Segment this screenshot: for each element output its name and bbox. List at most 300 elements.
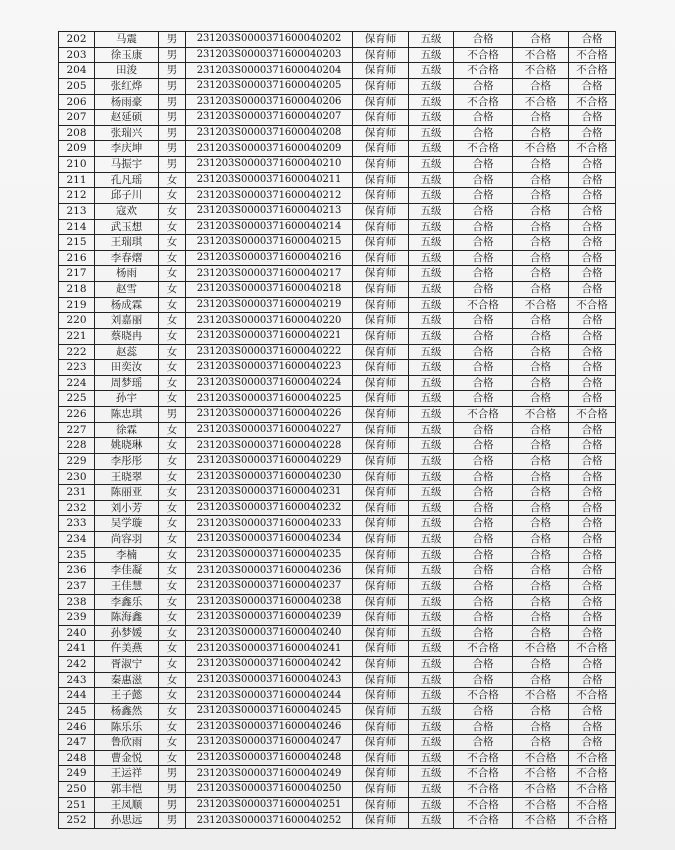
table-row [59, 532, 616, 548]
cell-certificate-number: 231203S0000371600040215 [186, 235, 353, 251]
cell-result-1: 合格 [454, 516, 513, 532]
cell-result-1: 合格 [454, 719, 513, 735]
cell-name: 邱子川 [95, 188, 159, 204]
cell-serial-number: 217 [59, 266, 95, 282]
table-row [59, 625, 616, 641]
cell-result-3: 合格 [569, 563, 616, 579]
cell-name: 尚容羽 [95, 532, 159, 548]
cell-result-3: 不合格 [569, 141, 616, 157]
cell-level: 五级 [409, 672, 454, 688]
cell-result-3: 合格 [569, 516, 616, 532]
cell-result-2: 合格 [513, 32, 569, 48]
cell-gender: 女 [159, 282, 186, 298]
cell-name: 周梦瑶 [95, 375, 159, 391]
cell-certificate-number: 231203S0000371600040240 [186, 625, 353, 641]
cell-gender: 男 [159, 813, 186, 829]
cell-level: 五级 [409, 188, 454, 204]
cell-certificate-number: 231203S0000371600040204 [186, 63, 353, 79]
cell-result-1: 合格 [454, 344, 513, 360]
cell-occupation: 保育师 [353, 391, 409, 407]
table-row [59, 47, 616, 63]
cell-occupation: 保育师 [353, 594, 409, 610]
cell-result-2: 不合格 [513, 688, 569, 704]
cell-certificate-number: 231203S0000371600040245 [186, 703, 353, 719]
cell-result-2: 合格 [513, 438, 569, 454]
cell-gender: 男 [159, 766, 186, 782]
cell-result-2: 合格 [513, 328, 569, 344]
cell-name: 王佳慧 [95, 578, 159, 594]
cell-result-1: 合格 [454, 78, 513, 94]
cell-result-1: 合格 [454, 266, 513, 282]
cell-result-2: 合格 [513, 125, 569, 141]
cell-certificate-number: 231203S0000371600040213 [186, 203, 353, 219]
cell-gender: 女 [159, 344, 186, 360]
table-row [59, 172, 616, 188]
cell-occupation: 保育师 [353, 641, 409, 657]
cell-result-3: 合格 [569, 500, 616, 516]
cell-serial-number: 208 [59, 125, 95, 141]
cell-occupation: 保育师 [353, 469, 409, 485]
cell-certificate-number: 231203S0000371600040207 [186, 110, 353, 126]
cell-name: 仵美燕 [95, 641, 159, 657]
cell-result-1: 合格 [454, 703, 513, 719]
cell-occupation: 保育师 [353, 782, 409, 798]
cell-gender: 男 [159, 32, 186, 48]
cell-result-1: 合格 [454, 235, 513, 251]
cell-name: 田奕汝 [95, 360, 159, 376]
cell-gender: 女 [159, 203, 186, 219]
cell-serial-number: 204 [59, 63, 95, 79]
cell-serial-number: 232 [59, 500, 95, 516]
cell-serial-number: 230 [59, 469, 95, 485]
table-row [59, 438, 616, 454]
cell-level: 五级 [409, 453, 454, 469]
table-row [59, 735, 616, 751]
cell-gender: 女 [159, 453, 186, 469]
cell-result-3: 不合格 [569, 63, 616, 79]
cell-occupation: 保育师 [353, 32, 409, 48]
cell-occupation: 保育师 [353, 750, 409, 766]
table-row [59, 266, 616, 282]
cell-result-2: 合格 [513, 500, 569, 516]
cell-result-2: 合格 [513, 172, 569, 188]
cell-gender: 男 [159, 125, 186, 141]
cell-certificate-number: 231203S0000371600040233 [186, 516, 353, 532]
cell-level: 五级 [409, 625, 454, 641]
cell-result-1: 合格 [454, 453, 513, 469]
cell-level: 五级 [409, 657, 454, 673]
cell-name: 姚晓琳 [95, 438, 159, 454]
cell-certificate-number: 231203S0000371600040216 [186, 250, 353, 266]
cell-name: 胥淑宁 [95, 657, 159, 673]
cell-gender: 女 [159, 360, 186, 376]
cell-occupation: 保育师 [353, 719, 409, 735]
cell-occupation: 保育师 [353, 188, 409, 204]
cell-name: 王运祥 [95, 766, 159, 782]
cell-name: 李楠 [95, 547, 159, 563]
cell-occupation: 保育师 [353, 360, 409, 376]
cell-gender: 女 [159, 735, 186, 751]
cell-result-2: 合格 [513, 235, 569, 251]
cell-certificate-number: 231203S0000371600040206 [186, 94, 353, 110]
cell-level: 五级 [409, 110, 454, 126]
cell-result-2: 合格 [513, 703, 569, 719]
cell-name: 王晓翠 [95, 469, 159, 485]
cell-occupation: 保育师 [353, 516, 409, 532]
cell-name: 杨雨豪 [95, 94, 159, 110]
cell-result-1: 不合格 [454, 813, 513, 829]
cell-occupation: 保育师 [353, 547, 409, 563]
cell-level: 五级 [409, 703, 454, 719]
table-row [59, 328, 616, 344]
cell-gender: 女 [159, 297, 186, 313]
cell-serial-number: 238 [59, 594, 95, 610]
cell-certificate-number: 231203S0000371600040243 [186, 672, 353, 688]
cell-name: 孙宇 [95, 391, 159, 407]
cell-occupation: 保育师 [353, 532, 409, 548]
cell-result-2: 合格 [513, 469, 569, 485]
cell-occupation: 保育师 [353, 94, 409, 110]
table-row [59, 578, 616, 594]
cell-result-1: 合格 [454, 219, 513, 235]
table-row [59, 78, 616, 94]
cell-result-1: 合格 [454, 625, 513, 641]
cell-occupation: 保育师 [353, 578, 409, 594]
cell-result-2: 合格 [513, 485, 569, 501]
cell-result-1: 不合格 [454, 766, 513, 782]
cell-certificate-number: 231203S0000371600040221 [186, 328, 353, 344]
table-row [59, 203, 616, 219]
cell-gender: 女 [159, 610, 186, 626]
cell-occupation: 保育师 [353, 500, 409, 516]
cell-result-3: 合格 [569, 453, 616, 469]
cell-certificate-number: 231203S0000371600040239 [186, 610, 353, 626]
cell-name: 鲁欣雨 [95, 735, 159, 751]
cell-gender: 女 [159, 532, 186, 548]
cell-level: 五级 [409, 219, 454, 235]
cell-result-1: 合格 [454, 594, 513, 610]
cell-result-3: 合格 [569, 422, 616, 438]
cell-level: 五级 [409, 78, 454, 94]
table-row [59, 157, 616, 173]
cell-result-3: 不合格 [569, 766, 616, 782]
cell-result-2: 合格 [513, 203, 569, 219]
table-row [59, 797, 616, 813]
cell-result-3: 合格 [569, 110, 616, 126]
cell-gender: 女 [159, 641, 186, 657]
cell-serial-number: 237 [59, 578, 95, 594]
cell-name: 陈丽亚 [95, 485, 159, 501]
cell-result-2: 合格 [513, 735, 569, 751]
cell-result-1: 合格 [454, 422, 513, 438]
cell-result-3: 合格 [569, 532, 616, 548]
cell-result-3: 合格 [569, 203, 616, 219]
cell-result-3: 合格 [569, 219, 616, 235]
table-row [59, 63, 616, 79]
cell-gender: 女 [159, 703, 186, 719]
cell-occupation: 保育师 [353, 375, 409, 391]
cell-result-2: 不合格 [513, 813, 569, 829]
cell-result-2: 不合格 [513, 766, 569, 782]
cell-result-2: 合格 [513, 375, 569, 391]
cell-level: 五级 [409, 782, 454, 798]
cell-result-3: 合格 [569, 672, 616, 688]
cell-level: 五级 [409, 500, 454, 516]
cell-certificate-number: 231203S0000371600040248 [186, 750, 353, 766]
cell-level: 五级 [409, 344, 454, 360]
cell-name: 王子懿 [95, 688, 159, 704]
cell-name: 徐霖 [95, 422, 159, 438]
cell-result-3: 合格 [569, 78, 616, 94]
table-row [59, 469, 616, 485]
cell-level: 五级 [409, 813, 454, 829]
cell-certificate-number: 231203S0000371600040238 [186, 594, 353, 610]
cell-certificate-number: 231203S0000371600040217 [186, 266, 353, 282]
cell-name: 武玉想 [95, 219, 159, 235]
cell-gender: 男 [159, 157, 186, 173]
cell-level: 五级 [409, 235, 454, 251]
cell-result-1: 不合格 [454, 94, 513, 110]
cell-certificate-number: 231203S0000371600040219 [186, 297, 353, 313]
cell-result-2: 合格 [513, 282, 569, 298]
cell-occupation: 保育师 [353, 672, 409, 688]
cell-certificate-number: 231203S0000371600040205 [186, 78, 353, 94]
cell-result-1: 合格 [454, 735, 513, 751]
cell-certificate-number: 231203S0000371600040232 [186, 500, 353, 516]
cell-gender: 女 [159, 250, 186, 266]
cell-occupation: 保育师 [353, 141, 409, 157]
cell-result-3: 合格 [569, 703, 616, 719]
cell-occupation: 保育师 [353, 422, 409, 438]
cell-result-3: 合格 [569, 360, 616, 376]
cell-gender: 女 [159, 235, 186, 251]
cell-certificate-number: 231203S0000371600040251 [186, 797, 353, 813]
cell-result-1: 合格 [454, 125, 513, 141]
table-row [59, 391, 616, 407]
cell-certificate-number: 231203S0000371600040208 [186, 125, 353, 141]
cell-result-2: 合格 [513, 547, 569, 563]
cell-result-2: 合格 [513, 78, 569, 94]
cell-serial-number: 203 [59, 47, 95, 63]
cell-certificate-number: 231203S0000371600040210 [186, 157, 353, 173]
cell-certificate-number: 231203S0000371600040211 [186, 172, 353, 188]
table-row [59, 422, 616, 438]
cell-result-3: 不合格 [569, 47, 616, 63]
cell-result-2: 不合格 [513, 297, 569, 313]
cell-occupation: 保育师 [353, 235, 409, 251]
cell-level: 五级 [409, 485, 454, 501]
cell-result-2: 合格 [513, 625, 569, 641]
cell-gender: 女 [159, 750, 186, 766]
cell-name: 曹金悦 [95, 750, 159, 766]
cell-occupation: 保育师 [353, 47, 409, 63]
cell-certificate-number: 231203S0000371600040250 [186, 782, 353, 798]
cell-gender: 女 [159, 657, 186, 673]
cell-gender: 女 [159, 672, 186, 688]
cell-occupation: 保育师 [353, 438, 409, 454]
cell-name: 赵蕊 [95, 344, 159, 360]
cell-level: 五级 [409, 266, 454, 282]
cell-result-3: 不合格 [569, 94, 616, 110]
cell-name: 赵雪 [95, 282, 159, 298]
cell-result-2: 合格 [513, 516, 569, 532]
cell-level: 五级 [409, 94, 454, 110]
cell-result-1: 合格 [454, 438, 513, 454]
cell-serial-number: 245 [59, 703, 95, 719]
cell-gender: 女 [159, 422, 186, 438]
table-row [59, 250, 616, 266]
cell-name: 李鑫乐 [95, 594, 159, 610]
cell-result-2: 合格 [513, 422, 569, 438]
cell-result-1: 不合格 [454, 797, 513, 813]
table-row [59, 407, 616, 423]
cell-result-3: 合格 [569, 157, 616, 173]
cell-level: 五级 [409, 766, 454, 782]
table-row [59, 453, 616, 469]
cell-name: 王瑞琪 [95, 235, 159, 251]
table-row [59, 360, 616, 376]
cell-occupation: 保育师 [353, 563, 409, 579]
cell-gender: 男 [159, 110, 186, 126]
cell-certificate-number: 231203S0000371600040214 [186, 219, 353, 235]
cell-serial-number: 215 [59, 235, 95, 251]
cell-result-1: 合格 [454, 672, 513, 688]
cell-gender: 男 [159, 47, 186, 63]
cell-level: 五级 [409, 328, 454, 344]
cell-result-1: 合格 [454, 188, 513, 204]
table-row [59, 313, 616, 329]
cell-serial-number: 205 [59, 78, 95, 94]
cell-gender: 女 [159, 469, 186, 485]
cell-result-1: 合格 [454, 172, 513, 188]
cell-level: 五级 [409, 203, 454, 219]
cell-certificate-number: 231203S0000371600040212 [186, 188, 353, 204]
table-row [59, 719, 616, 735]
cell-result-1: 合格 [454, 610, 513, 626]
cell-certificate-number: 231203S0000371600040249 [186, 766, 353, 782]
cell-name: 李庆坤 [95, 141, 159, 157]
cell-gender: 男 [159, 63, 186, 79]
cell-gender: 女 [159, 547, 186, 563]
cell-name: 徐玉康 [95, 47, 159, 63]
cell-certificate-number: 231203S0000371600040220 [186, 313, 353, 329]
cell-certificate-number: 231203S0000371600040231 [186, 485, 353, 501]
cell-serial-number: 223 [59, 360, 95, 376]
cell-result-3: 合格 [569, 188, 616, 204]
cell-serial-number: 233 [59, 516, 95, 532]
cell-gender: 男 [159, 782, 186, 798]
cell-gender: 男 [159, 141, 186, 157]
table-row [59, 672, 616, 688]
cell-result-1: 合格 [454, 578, 513, 594]
cell-level: 五级 [409, 32, 454, 48]
cell-name: 马震 [95, 32, 159, 48]
cell-result-3: 不合格 [569, 641, 616, 657]
cell-result-3: 合格 [569, 328, 616, 344]
cell-result-1: 合格 [454, 157, 513, 173]
cell-result-2: 合格 [513, 344, 569, 360]
cell-serial-number: 210 [59, 157, 95, 173]
cell-level: 五级 [409, 438, 454, 454]
cell-name: 孙思远 [95, 813, 159, 829]
cell-certificate-number: 231203S0000371600040237 [186, 578, 353, 594]
cell-result-3: 合格 [569, 235, 616, 251]
cell-result-3: 合格 [569, 625, 616, 641]
cell-name: 李春熠 [95, 250, 159, 266]
cell-result-3: 合格 [569, 250, 616, 266]
cell-occupation: 保育师 [353, 766, 409, 782]
cell-result-2: 合格 [513, 157, 569, 173]
cell-certificate-number: 231203S0000371600040236 [186, 563, 353, 579]
cell-gender: 女 [159, 500, 186, 516]
cell-certificate-number: 231203S0000371600040224 [186, 375, 353, 391]
cell-serial-number: 229 [59, 453, 95, 469]
cell-certificate-number: 231203S0000371600040229 [186, 453, 353, 469]
cell-serial-number: 211 [59, 172, 95, 188]
cell-occupation: 保育师 [353, 110, 409, 126]
cell-level: 五级 [409, 172, 454, 188]
cell-serial-number: 222 [59, 344, 95, 360]
cell-certificate-number: 231203S0000371600040242 [186, 657, 353, 673]
cell-result-2: 合格 [513, 672, 569, 688]
table-row [59, 688, 616, 704]
cell-occupation: 保育师 [353, 813, 409, 829]
cell-occupation: 保育师 [353, 735, 409, 751]
cell-level: 五级 [409, 797, 454, 813]
cell-name: 孙梦媛 [95, 625, 159, 641]
cell-level: 五级 [409, 313, 454, 329]
cell-result-2: 不合格 [513, 141, 569, 157]
cell-certificate-number: 231203S0000371600040244 [186, 688, 353, 704]
cell-result-2: 合格 [513, 594, 569, 610]
cell-result-1: 合格 [454, 469, 513, 485]
cell-result-3: 合格 [569, 547, 616, 563]
cell-certificate-number: 231203S0000371600040247 [186, 735, 353, 751]
cell-certificate-number: 231203S0000371600040202 [186, 32, 353, 48]
table-row [59, 188, 616, 204]
cell-result-1: 合格 [454, 547, 513, 563]
cell-result-1: 不合格 [454, 750, 513, 766]
cell-serial-number: 244 [59, 688, 95, 704]
cell-level: 五级 [409, 610, 454, 626]
cell-result-3: 合格 [569, 313, 616, 329]
cell-occupation: 保育师 [353, 407, 409, 423]
cell-result-3: 不合格 [569, 407, 616, 423]
cell-result-1: 合格 [454, 282, 513, 298]
cell-occupation: 保育师 [353, 688, 409, 704]
cell-serial-number: 214 [59, 219, 95, 235]
cell-result-2: 不合格 [513, 750, 569, 766]
cell-name: 李佳凝 [95, 563, 159, 579]
cell-occupation: 保育师 [353, 313, 409, 329]
cell-serial-number: 247 [59, 735, 95, 751]
table-row [59, 282, 616, 298]
cell-certificate-number: 231203S0000371600040223 [186, 360, 353, 376]
cell-name: 陈乐乐 [95, 719, 159, 735]
cell-level: 五级 [409, 469, 454, 485]
cell-serial-number: 209 [59, 141, 95, 157]
cell-certificate-number: 231203S0000371600040226 [186, 407, 353, 423]
cell-name: 陈海鑫 [95, 610, 159, 626]
cell-result-3: 不合格 [569, 797, 616, 813]
cell-gender: 女 [159, 328, 186, 344]
cell-name: 郭丰恺 [95, 782, 159, 798]
cell-result-1: 合格 [454, 328, 513, 344]
cell-occupation: 保育师 [353, 172, 409, 188]
cell-result-3: 合格 [569, 735, 616, 751]
cell-result-1: 合格 [454, 313, 513, 329]
cell-gender: 女 [159, 375, 186, 391]
